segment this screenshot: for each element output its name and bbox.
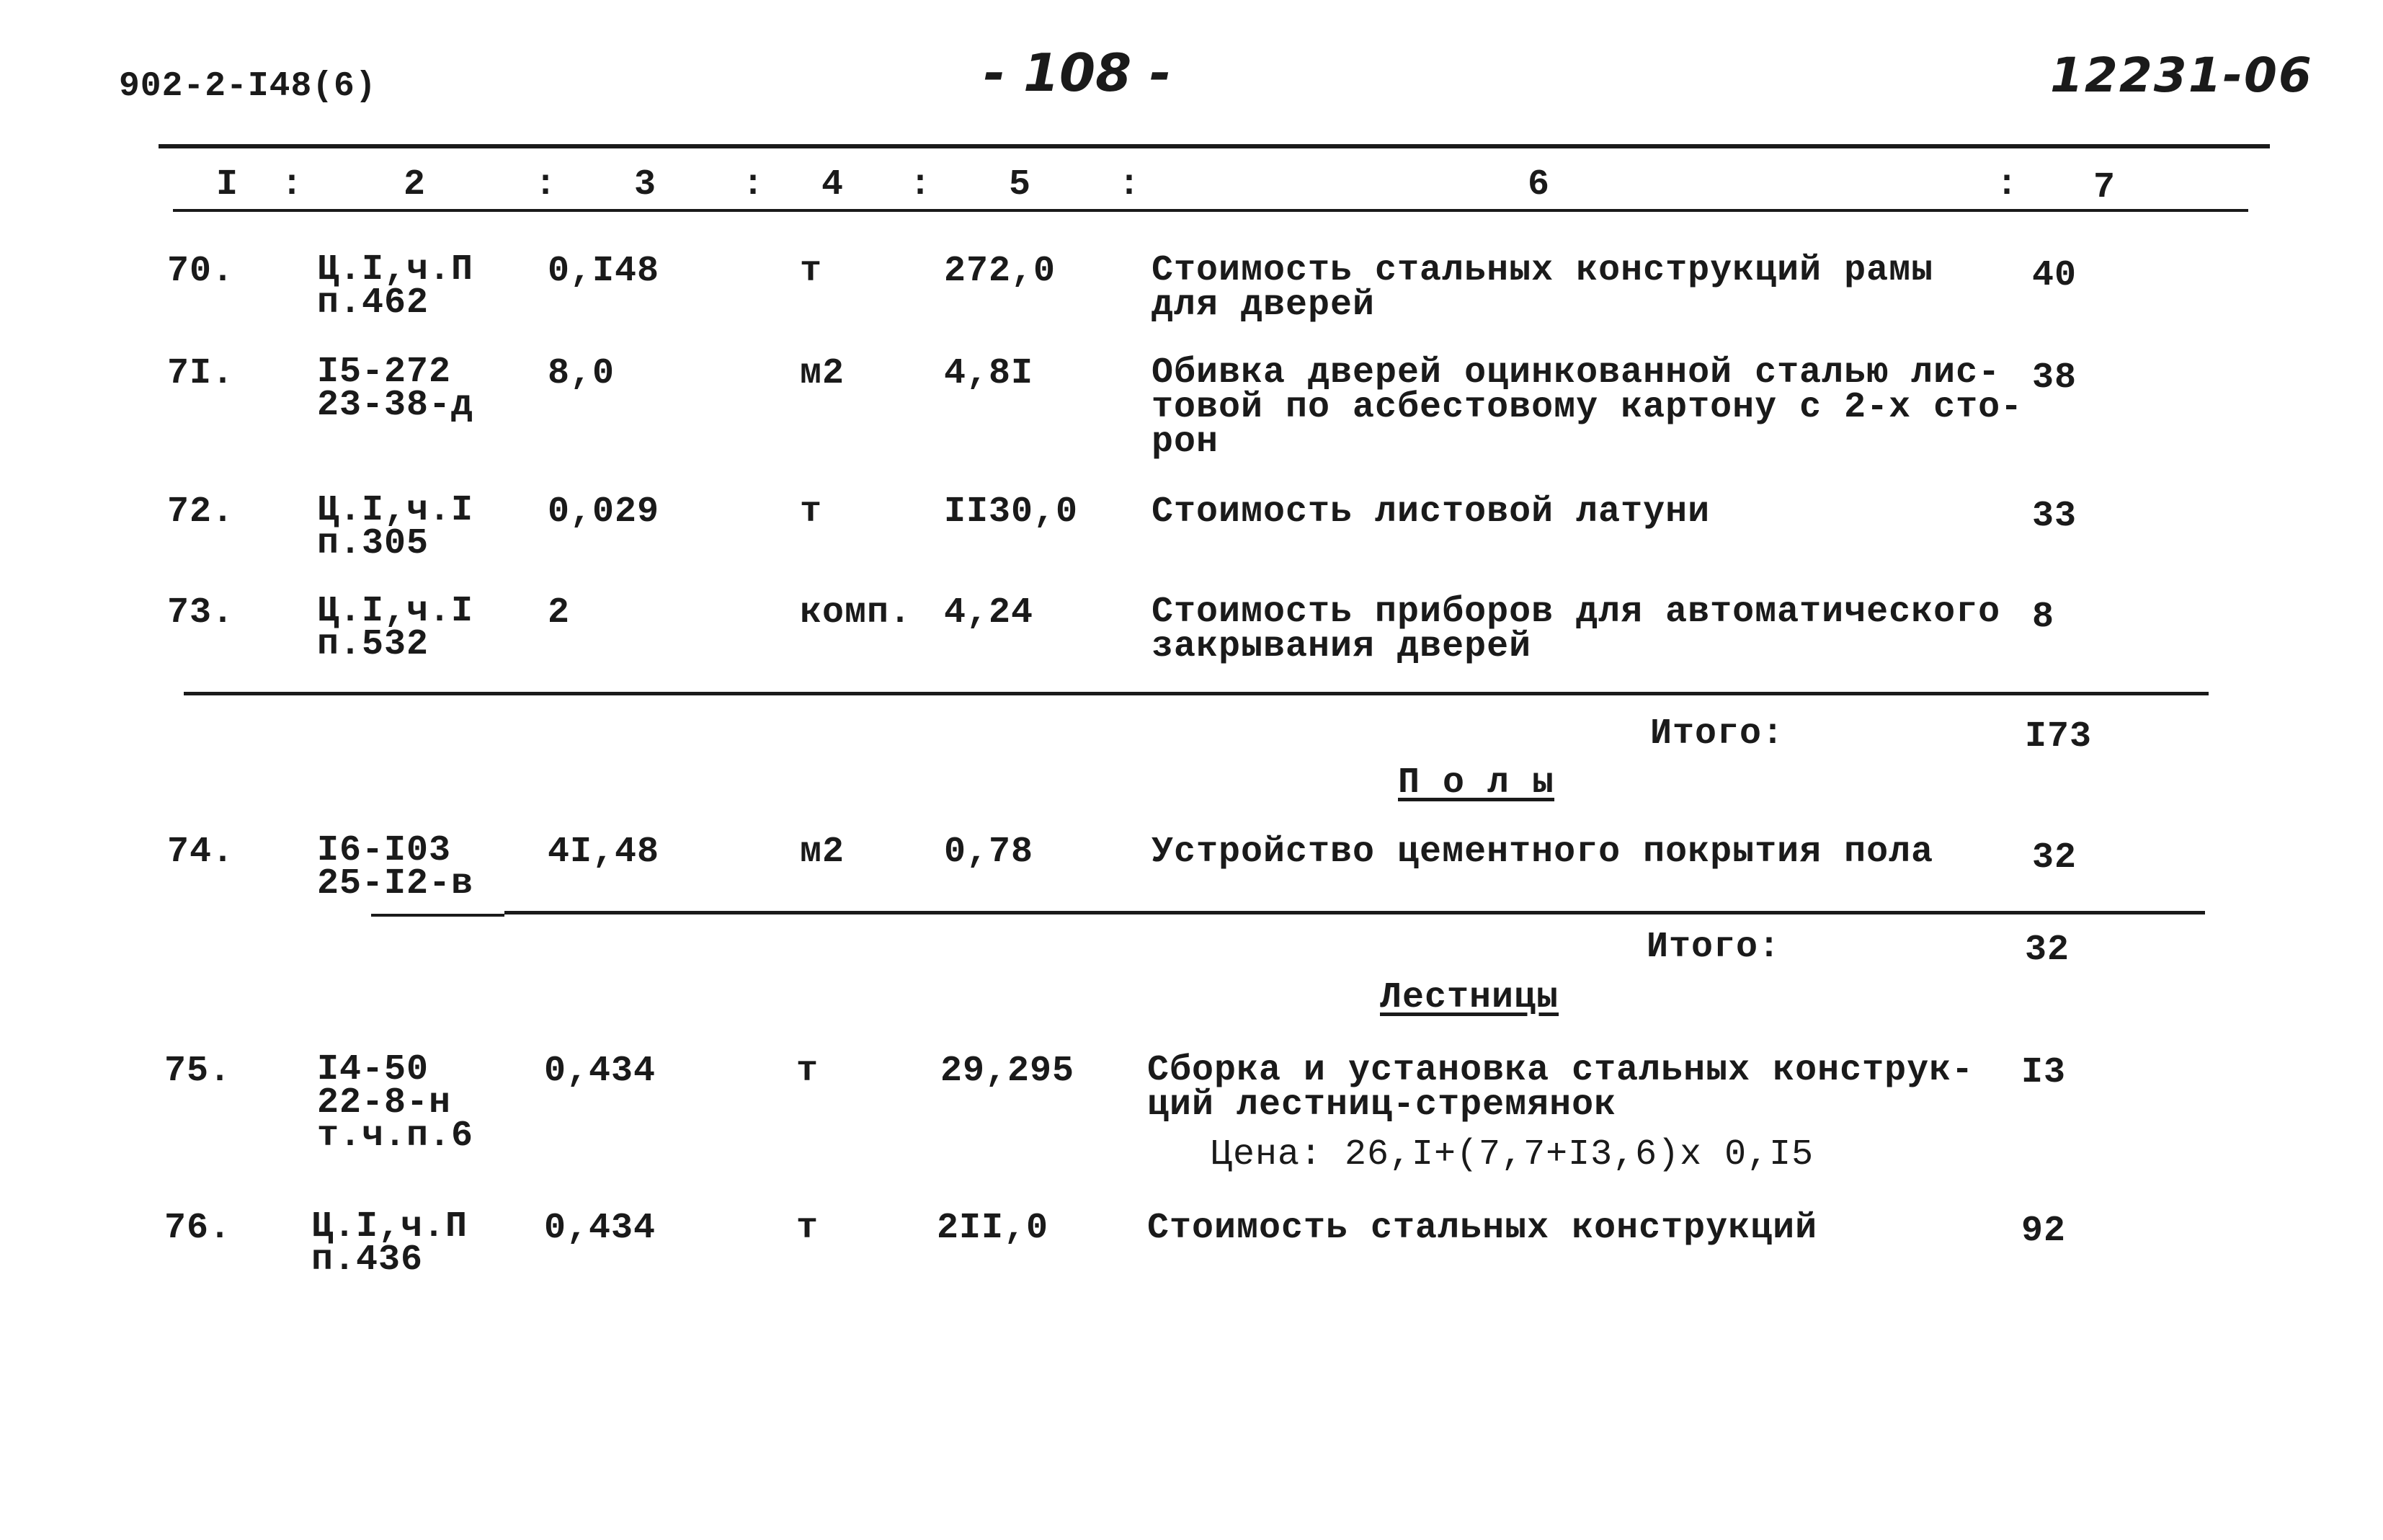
subtotal-value: I73	[2025, 716, 2093, 757]
subtotal-label: Итого:	[1650, 713, 1785, 755]
row-price: 4,24	[944, 592, 1034, 633]
subtotal-rule	[504, 911, 2205, 914]
row-price: 4,8I	[944, 353, 1034, 394]
row-number: 7I.	[167, 353, 235, 394]
row-description: Стоимость стальных конструкций	[1147, 1208, 1818, 1249]
row-code: I6-I03 25-I2-в	[317, 830, 474, 904]
row-price: 272,0	[944, 251, 1056, 292]
row-number: 72.	[167, 491, 235, 533]
page-number: - 108 -	[984, 43, 1172, 103]
row-code: I5-272 23-38-д	[317, 352, 474, 426]
row-number: 75.	[164, 1051, 232, 1092]
section-heading-floors: П о л ы	[1398, 762, 1555, 804]
price-formula: Цена: 26,I+(7,7+I3,6)x 0,I5	[1211, 1134, 1814, 1175]
subtotal-rule	[371, 914, 504, 917]
row-code: Ц.I,ч.П п.462	[317, 249, 474, 324]
row-number: 74.	[167, 832, 235, 873]
row-unit: т	[796, 1208, 819, 1249]
row-quantity: 0,434	[544, 1208, 656, 1249]
row-quantity: 0,029	[548, 491, 660, 533]
column-header-6: 6	[1528, 164, 1551, 205]
row-unit: м2	[800, 353, 845, 394]
row-code: Ц.I,ч.П п.436	[311, 1206, 468, 1281]
header-bottom-rule	[173, 209, 2248, 212]
row-total: 38	[2032, 357, 2077, 399]
row-code: I4-50 22-8-н т.ч.п.6	[317, 1049, 474, 1157]
column-header-3: 3	[634, 164, 657, 205]
row-description: Сборка и установка стальных конструк- ций лестниц-стремянок	[1147, 1050, 1974, 1126]
row-price: 0,78	[944, 832, 1034, 873]
row-quantity: 0,434	[544, 1051, 656, 1092]
subtotal-rule	[184, 692, 2209, 695]
column-header-4: 4	[821, 164, 845, 205]
archive-number: 12231-06	[2050, 48, 2313, 103]
subtotal-value: 32	[2025, 930, 2070, 971]
row-unit: т	[796, 1051, 819, 1092]
row-description: Стоимость стальных конструкций рамы для дверей	[1152, 250, 1934, 326]
row-quantity: 2	[548, 592, 571, 633]
section-heading-stairs: Лестницы	[1380, 977, 1559, 1018]
row-price: 2II,0	[937, 1208, 1049, 1249]
row-description: Стоимость листовой латуни	[1152, 491, 1711, 533]
column-header-1: I	[216, 164, 239, 205]
subtotal-label: Итого:	[1647, 927, 1781, 968]
row-unit: т	[800, 491, 823, 533]
row-description: Обивка дверей оцинкованной сталью лис- товой по асбестовому картону с 2-х сто- рон	[1152, 352, 2023, 463]
column-separator: :	[281, 164, 304, 205]
row-unit: комп.	[800, 592, 912, 633]
row-total: I3	[2021, 1052, 2067, 1093]
row-total: 32	[2032, 837, 2077, 878]
document-code: 902-2-I48(6)	[119, 67, 377, 106]
row-number: 76.	[164, 1208, 232, 1249]
column-separator: :	[909, 164, 932, 205]
row-description: Стоимость приборов для автоматического закрывания дверей	[1152, 592, 2001, 667]
column-separator: :	[535, 164, 558, 205]
row-code: Ц.I,ч.I п.532	[317, 591, 474, 665]
column-header-5: 5	[1009, 164, 1032, 205]
column-header-2: 2	[404, 164, 427, 205]
row-price: II30,0	[944, 491, 1079, 533]
row-quantity: 4I,48	[548, 832, 660, 873]
row-total: 8	[2032, 597, 2055, 638]
row-quantity: 0,I48	[548, 251, 660, 292]
row-total: 92	[2021, 1211, 2067, 1252]
row-description: Устройство цементного покрытия пола	[1152, 832, 1934, 873]
row-number: 73.	[167, 592, 235, 633]
row-code: Ц.I,ч.I п.305	[317, 490, 474, 564]
row-total: 40	[2032, 255, 2077, 296]
row-quantity: 8,0	[548, 353, 615, 394]
column-separator: :	[1118, 164, 1141, 205]
row-price: 29,295	[940, 1051, 1075, 1092]
row-unit: т	[800, 251, 823, 292]
row-unit: м2	[800, 832, 845, 873]
column-separator: :	[742, 164, 765, 205]
row-number: 70.	[167, 251, 235, 292]
row-total: 33	[2032, 496, 2077, 537]
column-separator: :	[1996, 164, 2019, 205]
header-top-rule	[159, 144, 2270, 148]
column-header-7: 7	[2093, 167, 2116, 208]
